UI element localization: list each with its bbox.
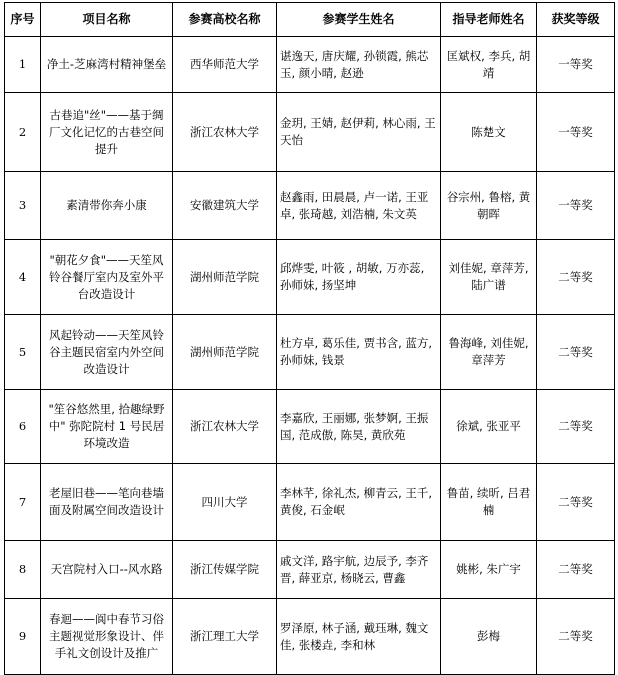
award-level: 二等奖 [537, 240, 615, 315]
school-name: 湖州师范学院 [173, 315, 277, 390]
project-name: "笙谷悠然里, 拾趣绿野中" 弥陀院村 1 号民居环境改造 [41, 390, 173, 464]
teacher-names: 彭梅 [441, 599, 537, 675]
student-names: 谌逸天, 唐庆耀, 孙锁霞, 熊芯玉, 颜小晴, 赵逊 [277, 37, 441, 93]
project-name: 净土-芝麻湾村精神堡垒 [41, 37, 173, 93]
row-number: 5 [5, 315, 41, 390]
project-name: 老屋旧巷——笔向巷墙面及附属空间改造设计 [41, 464, 173, 541]
award-level: 二等奖 [537, 315, 615, 390]
table-row [5, 390, 615, 464]
row-number: 9 [5, 599, 41, 675]
school-name: 湖州师范学院 [173, 240, 277, 315]
award-level: 二等奖 [537, 464, 615, 541]
teacher-names: 鲁苗, 续昕, 吕君楠 [441, 464, 537, 541]
row-number: 3 [5, 172, 41, 240]
table-row [5, 93, 615, 172]
project-name: 春迴——阆中春节习俗主题视觉形象设计、伴手礼文创设计及推广 [41, 599, 173, 675]
header-row [5, 3, 615, 37]
student-names: 金玥, 王婧, 赵伊莉, 林心雨, 王天怡 [277, 93, 441, 172]
award-level: 一等奖 [537, 37, 615, 93]
header-teachers: 指导老师姓名 [441, 3, 537, 37]
student-names: 戚文洋, 路宇航, 边辰予, 李齐晋, 薛亚京, 杨晓云, 曹鑫 [277, 541, 441, 599]
row-number: 2 [5, 93, 41, 172]
student-names: 杜方卓, 葛乐佳, 贾书含, 蓝方, 孙师妹, 钱景 [277, 315, 441, 390]
teacher-names: 姚彬, 朱广宇 [441, 541, 537, 599]
awards-table [4, 2, 615, 675]
teacher-names: 刘佳妮, 章萍芳, 陆广谱 [441, 240, 537, 315]
teacher-names: 匡斌权, 李兵, 胡靖 [441, 37, 537, 93]
table-row [5, 315, 615, 390]
school-name: 浙江传媒学院 [173, 541, 277, 599]
table-row [5, 464, 615, 541]
table-row [5, 240, 615, 315]
student-names: 赵鑫雨, 田晨晨, 卢一诺, 王亚卓, 张琦越, 刘浩楠, 朱文英 [277, 172, 441, 240]
project-name: 古巷追"丝"——基于绸厂文化记忆的古巷空间提升 [41, 93, 173, 172]
award-level: 二等奖 [537, 541, 615, 599]
row-number: 1 [5, 37, 41, 93]
teacher-names: 徐斌, 张亚平 [441, 390, 537, 464]
table-row [5, 541, 615, 599]
header-no: 序号 [5, 3, 41, 37]
project-name: "朝花夕食"——天笙风铃谷餐厅室内及室外平台改造设计 [41, 240, 173, 315]
school-name: 四川大学 [173, 464, 277, 541]
teacher-names: 谷宗州, 鲁榕, 黄朝晖 [441, 172, 537, 240]
school-name: 安徽建筑大学 [173, 172, 277, 240]
row-number: 6 [5, 390, 41, 464]
header-students: 参赛学生姓名 [277, 3, 441, 37]
student-names: 邱烨雯, 叶筱 , 胡敏, 万亦蕊, 孙师妹, 扬坚坤 [277, 240, 441, 315]
table-row [5, 599, 615, 675]
header-award: 获奖等级 [537, 3, 615, 37]
student-names: 罗泽原, 林子涵, 戴珏琳, 魏文佳, 张楼垚, 李和林 [277, 599, 441, 675]
student-names: 李嘉欣, 王丽娜, 张梦婀, 王振国, 范成傲, 陈昊, 黄欣苑 [277, 390, 441, 464]
project-name: 天宫院村入口--风水路 [41, 541, 173, 599]
header-project: 项目名称 [41, 3, 173, 37]
project-name: 素清带你奔小康 [41, 172, 173, 240]
award-level: 二等奖 [537, 390, 615, 464]
school-name: 浙江农林大学 [173, 93, 277, 172]
teacher-names: 陈楚文 [441, 93, 537, 172]
school-name: 西华师范大学 [173, 37, 277, 93]
row-number: 4 [5, 240, 41, 315]
award-level: 一等奖 [537, 93, 615, 172]
row-number: 7 [5, 464, 41, 541]
header-school: 参赛高校名称 [173, 3, 277, 37]
award-level: 二等奖 [537, 599, 615, 675]
row-number: 8 [5, 541, 41, 599]
student-names: 李林芊, 徐礼杰, 柳青云, 王千, 黄俊, 石金岷 [277, 464, 441, 541]
school-name: 浙江农林大学 [173, 390, 277, 464]
project-name: 风起铃动——天笙风铃谷主题民宿室内外空间改造设计 [41, 315, 173, 390]
school-name: 浙江理工大学 [173, 599, 277, 675]
teacher-names: 鲁海峰, 刘佳妮, 章萍芳 [441, 315, 537, 390]
table-row [5, 172, 615, 240]
table-row [5, 37, 615, 93]
award-level: 一等奖 [537, 172, 615, 240]
